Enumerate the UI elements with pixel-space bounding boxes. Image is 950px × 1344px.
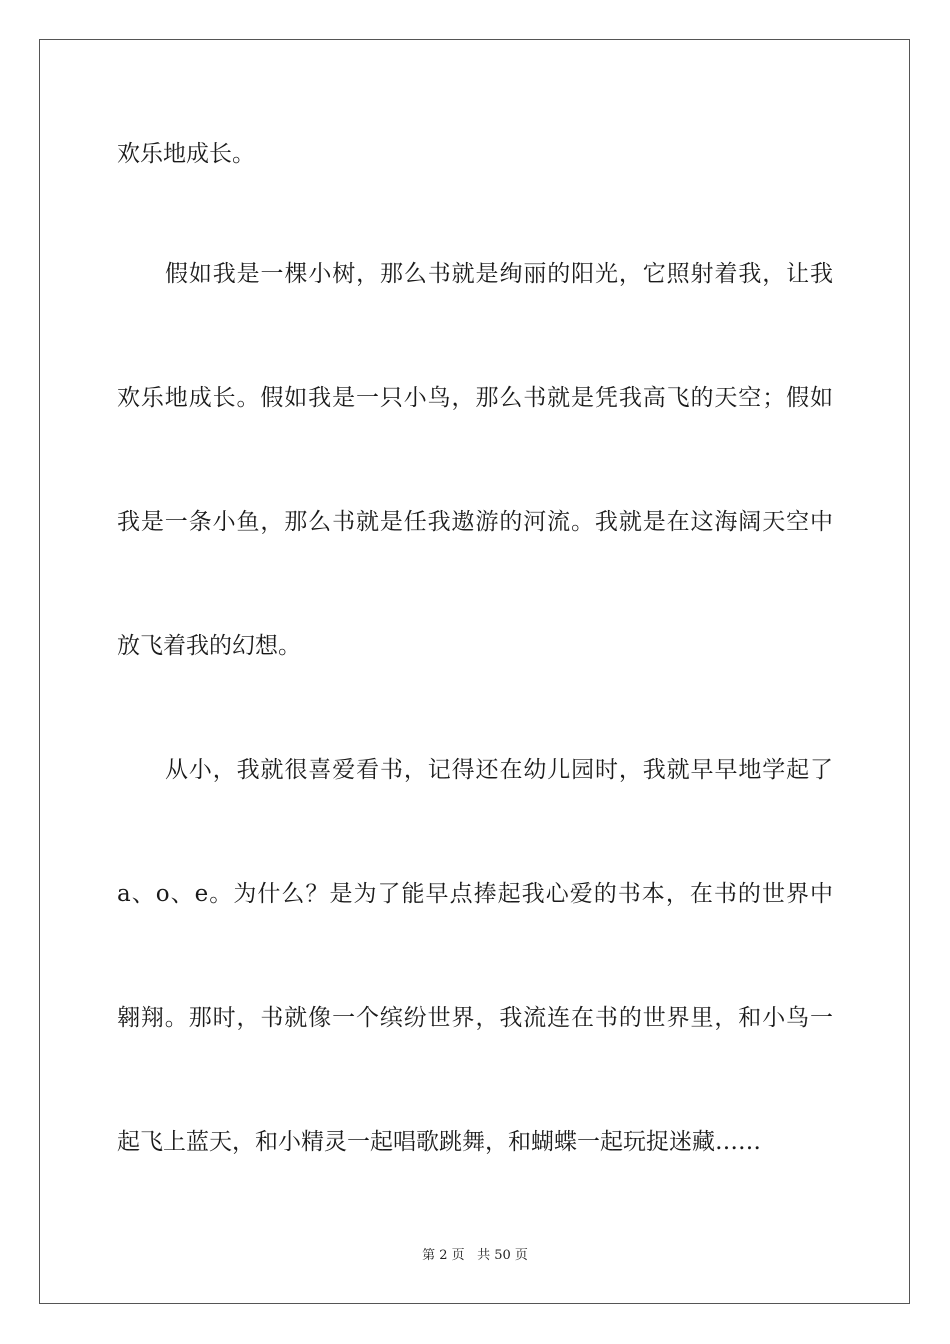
text-line-2: 假如我是一棵小树，那么书就是绚丽的阳光，它照射着我，让我 [165,261,833,287]
page-border [39,39,910,1304]
text-line-3: 欢乐地成长。假如我是一只小鸟，那么书就是凭我高飞的天空；假如 [117,385,833,411]
text-line-8: 翱翔。那时，书就像一个缤纷世界，我流连在书的世界里，和小鸟一 [117,1005,833,1031]
text-line-7: a、o、e。为什么？是为了能早点捧起我心爱的书本，在书的世界中 [117,881,833,907]
text-line-4: 我是一条小鱼，那么书就是任我遨游的河流。我就是在这海阔天空中 [117,509,833,535]
page-total: 共 50 页 [477,1248,528,1263]
text-line-6: 从小，我就很喜爱看书，记得还在幼儿园时，我就早早地学起了 [165,757,833,783]
text-line-1: 欢乐地成长。 [117,141,255,167]
text-line-9: 起飞上蓝天，和小精灵一起唱歌跳舞，和蝴蝶一起玩捉迷藏…… [117,1129,761,1155]
text-line-5: 放飞着我的幻想。 [117,633,301,659]
page-number: 第 2 页 [422,1248,465,1263]
page-footer [0,1248,950,1264]
